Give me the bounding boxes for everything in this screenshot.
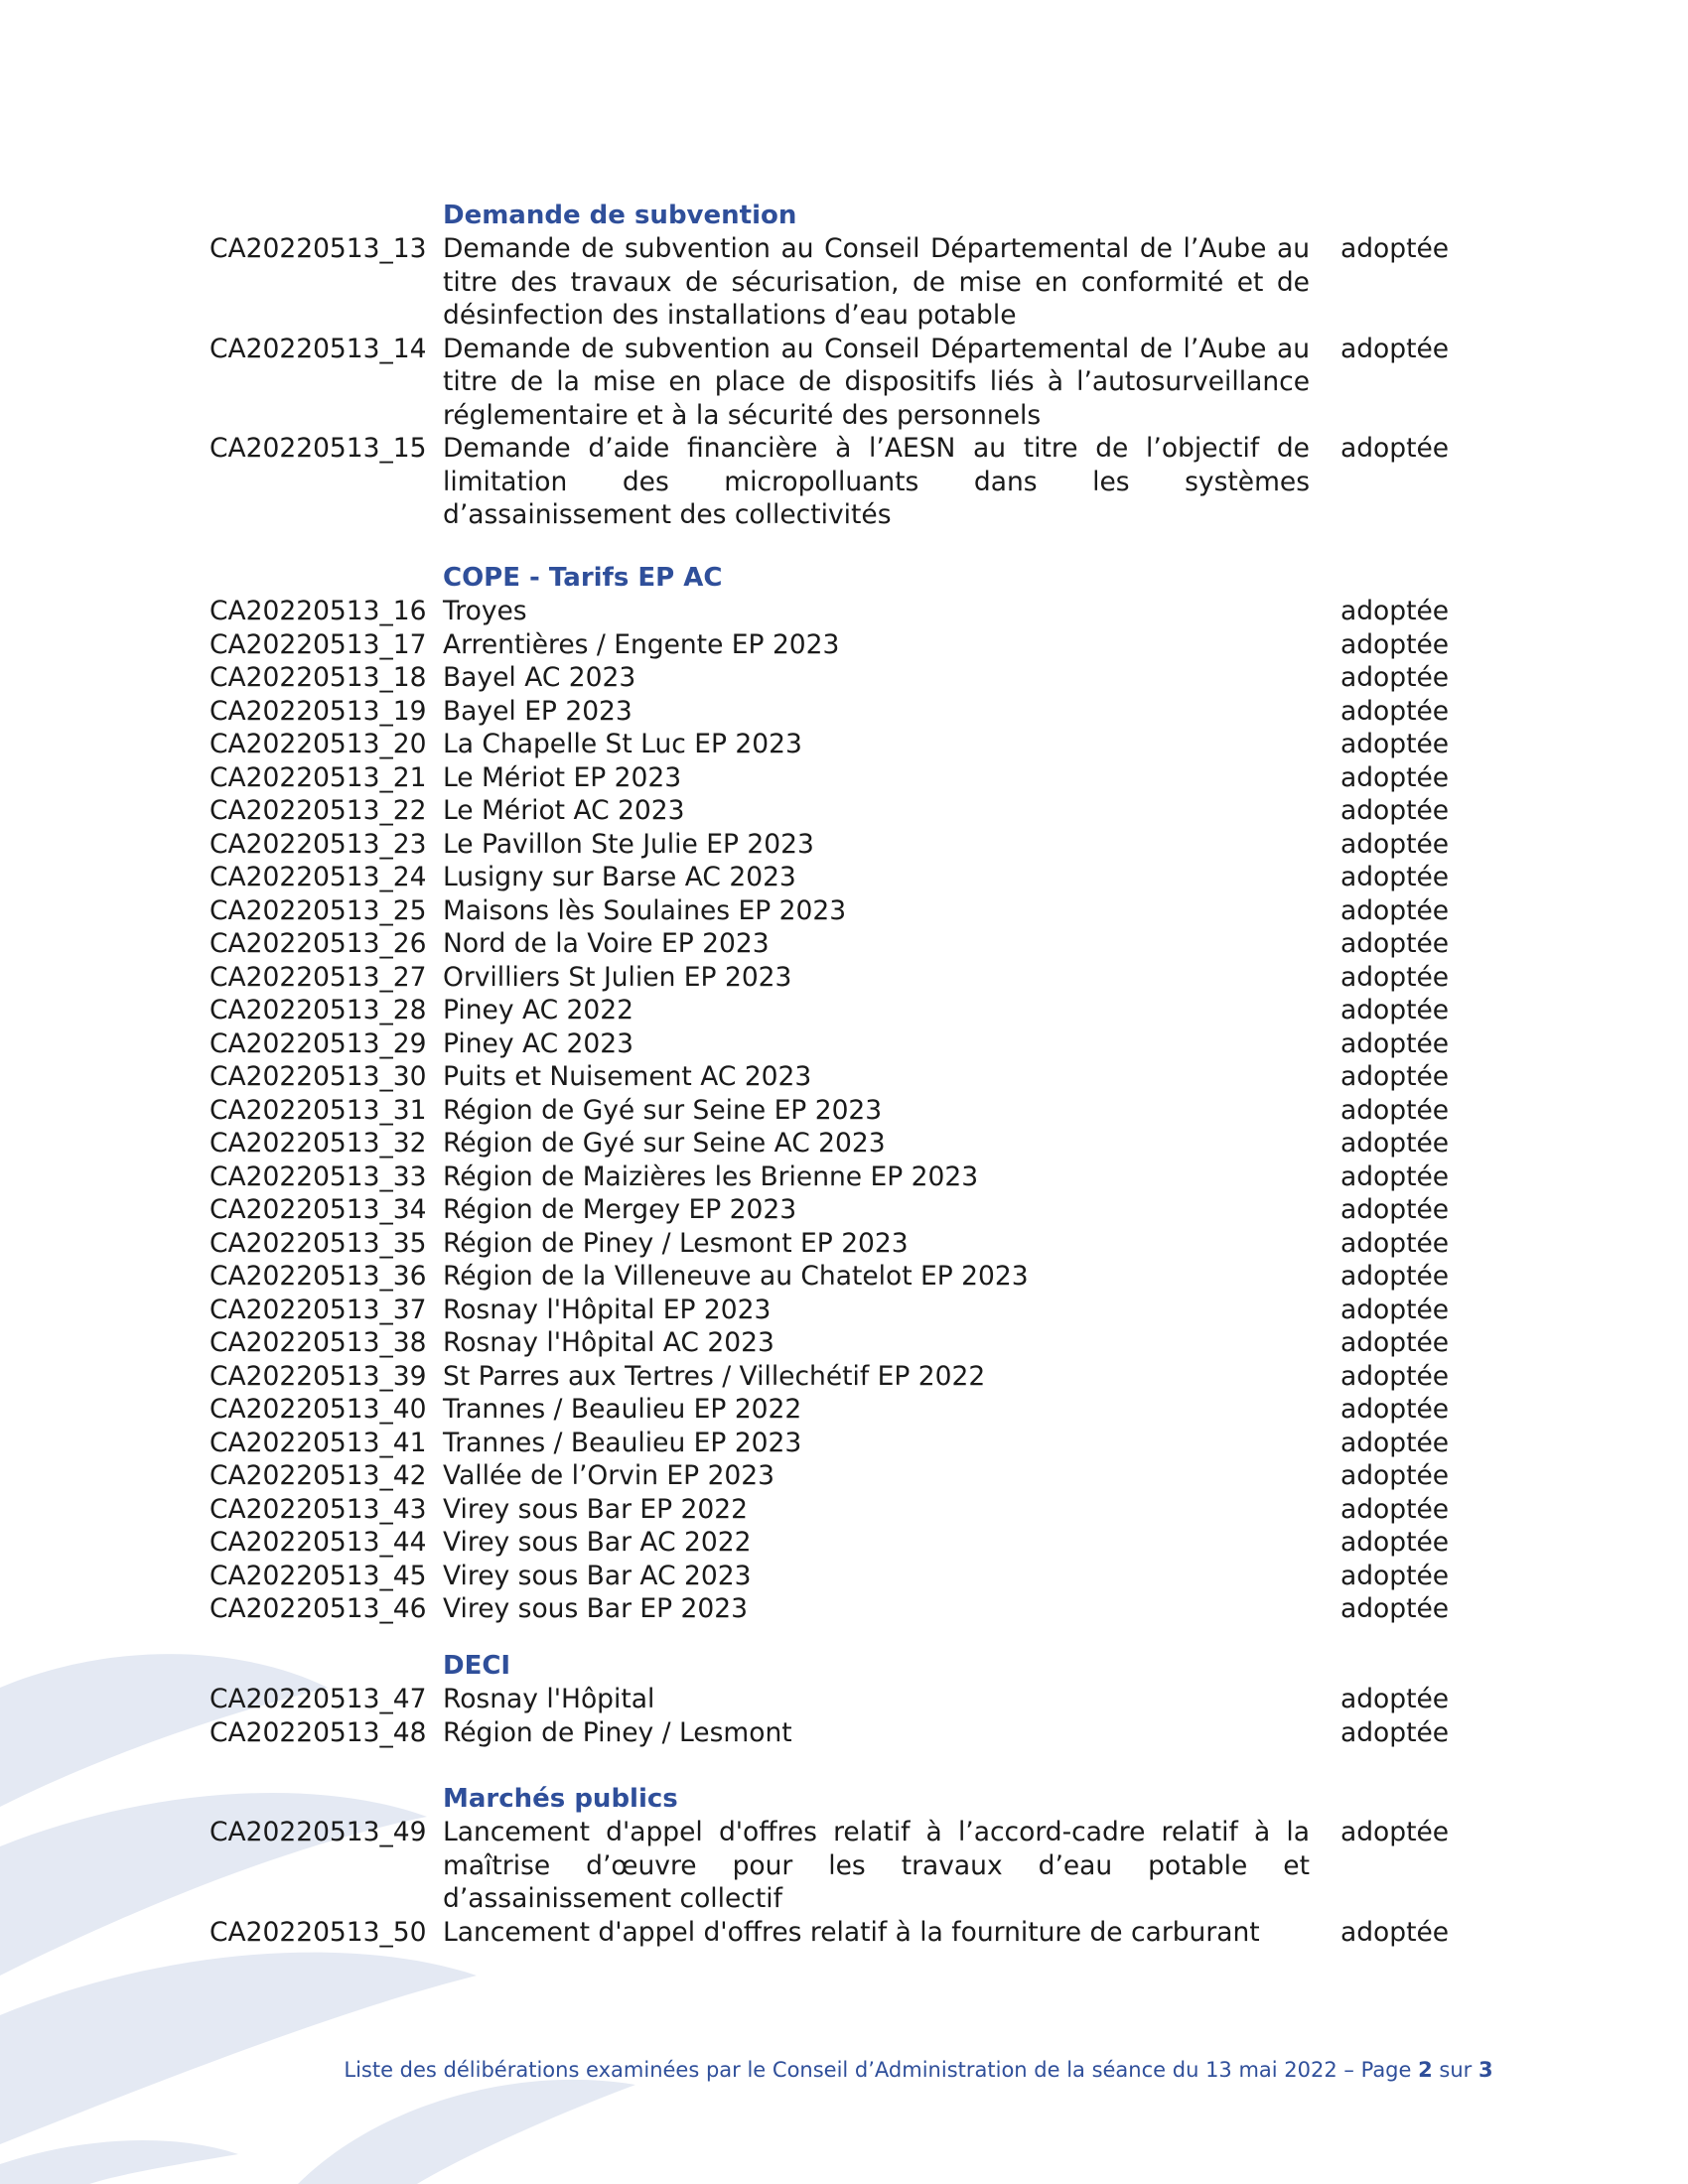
deliberation-code: CA20220513_17 — [210, 628, 427, 660]
deliberation-title: Le Mériot EP 2023 — [443, 761, 682, 793]
deliberation-code: CA20220513_37 — [210, 1294, 427, 1325]
deliberation-code: CA20220513_25 — [210, 894, 427, 926]
deliberation-status: adoptée — [1340, 729, 1450, 759]
deliberation-title: Nord de la Voire EP 2023 — [443, 928, 770, 959]
deliberation-title: Trannes / Beaulieu EP 2022 — [443, 1394, 802, 1425]
deliberation-status: adoptée — [1340, 662, 1450, 693]
deliberation-status: adoptée — [1340, 1684, 1450, 1714]
deliberation-code: CA20220513_29 — [210, 1027, 427, 1059]
deliberation-status: adoptée — [1340, 1493, 1450, 1525]
deliberation-status: adoptée — [1340, 1160, 1450, 1192]
deliberation-row — [0, 695, 1688, 729]
deliberation-title: Région de Gyé sur Seine AC 2023 — [443, 1128, 886, 1159]
deliberation-title: Orvilliers St Julien EP 2023 — [443, 961, 792, 993]
deliberation-row — [0, 861, 1688, 894]
deliberation-status: adoptée — [1340, 1094, 1450, 1126]
deliberation-row — [0, 1526, 1688, 1560]
deliberation-code: CA20220513_33 — [210, 1160, 427, 1192]
deliberation-code: CA20220513_34 — [210, 1194, 427, 1225]
deliberation-status: adoptée — [1340, 695, 1450, 727]
deliberation-code: CA20220513_38 — [210, 1327, 427, 1358]
deliberation-status: adoptée — [1340, 1560, 1450, 1591]
deliberation-title: Piney AC 2022 — [443, 995, 633, 1025]
section — [0, 561, 1688, 1626]
deliberation-code: CA20220513_21 — [210, 761, 427, 793]
deliberation-status: adoptée — [1340, 1394, 1450, 1425]
deliberation-title: Vallée de l’Orvin EP 2023 — [443, 1460, 775, 1491]
deliberation-status: adoptée — [1340, 961, 1450, 993]
deliberation-row — [0, 894, 1688, 928]
deliberation-status: adoptée — [1340, 1716, 1450, 1748]
deliberation-row — [0, 432, 1688, 532]
deliberation-row — [0, 961, 1688, 995]
deliberation-title: Région de Piney / Lesmont EP 2023 — [443, 1227, 909, 1259]
deliberation-code: CA20220513_18 — [210, 662, 427, 693]
deliberation-code: CA20220513_40 — [210, 1394, 427, 1425]
deliberation-code: CA20220513_15 — [210, 433, 427, 464]
deliberation-title: La Chapelle St Luc EP 2023 — [443, 729, 802, 759]
section-title: Marchés publics — [443, 1784, 678, 1814]
deliberation-status: adoptée — [1340, 1327, 1450, 1358]
deliberation-code: CA20220513_39 — [210, 1360, 427, 1392]
deliberation-status: adoptée — [1340, 1527, 1450, 1558]
deliberation-title: Demande de subvention au Conseil Départemental de l’Aube au titre de la mise en place de dispositifs liés à l’autosurveillance réglementaire et à la sécurité des personnels — [443, 333, 1310, 431]
deliberation-status: adoptée — [1340, 862, 1450, 892]
deliberation-title: Demande de subvention au Conseil Départemental de l’Aube au titre des travaux de sécurisation, de mise en conformité et de désinfection des installations d’eau potable — [443, 233, 1310, 331]
deliberation-row — [0, 927, 1688, 961]
deliberation-title: Rosnay l'Hôpital AC 2023 — [443, 1327, 774, 1358]
deliberation-code: CA20220513_28 — [210, 995, 427, 1025]
deliberation-code: CA20220513_49 — [210, 1817, 427, 1847]
deliberation-title: Trannes / Beaulieu EP 2023 — [443, 1427, 802, 1458]
deliberation-status: adoptée — [1340, 1593, 1450, 1624]
page-footer — [0, 2058, 1688, 2082]
deliberation-row — [0, 1060, 1688, 1094]
deliberation-code: CA20220513_48 — [210, 1716, 427, 1748]
deliberation-status: adoptée — [1340, 1027, 1450, 1059]
deliberation-row — [0, 1916, 1688, 1950]
deliberation-title: Bayel AC 2023 — [443, 662, 636, 693]
section-title: COPE - Tarifs EP AC — [443, 563, 723, 593]
section-title: Demande de subvention — [443, 201, 797, 230]
footer-separator: sur — [1432, 2058, 1478, 2082]
deliberation-row — [0, 1493, 1688, 1527]
section — [0, 1782, 1688, 1949]
deliberation-status: adoptée — [1340, 1261, 1450, 1292]
footer-page-total: 3 — [1478, 2058, 1493, 2082]
deliberation-code: CA20220513_23 — [210, 828, 427, 860]
deliberation-code: CA20220513_35 — [210, 1227, 427, 1259]
deliberation-row — [0, 1360, 1688, 1394]
deliberation-code: CA20220513_42 — [210, 1460, 427, 1491]
deliberation-row — [0, 1459, 1688, 1493]
deliberation-code: CA20220513_30 — [210, 1061, 427, 1092]
section — [0, 199, 1688, 532]
deliberation-status: adoptée — [1340, 1460, 1450, 1491]
deliberation-row — [0, 1816, 1688, 1916]
deliberation-title: Région de Piney / Lesmont — [443, 1716, 792, 1748]
deliberation-status: adoptée — [1340, 628, 1450, 660]
deliberation-row — [0, 1160, 1688, 1194]
deliberation-code: CA20220513_26 — [210, 928, 427, 959]
deliberation-code: CA20220513_47 — [210, 1684, 427, 1714]
deliberation-code: CA20220513_50 — [210, 1916, 427, 1948]
deliberation-row — [0, 661, 1688, 695]
deliberation-code: CA20220513_27 — [210, 961, 427, 993]
deliberation-status: adoptée — [1340, 995, 1450, 1025]
deliberation-row — [0, 1427, 1688, 1460]
deliberation-code: CA20220513_14 — [210, 333, 427, 364]
deliberation-code: CA20220513_19 — [210, 695, 427, 727]
deliberation-code: CA20220513_16 — [210, 596, 427, 626]
deliberation-title: Le Mériot AC 2023 — [443, 795, 685, 826]
deliberation-title: Virey sous Bar AC 2022 — [443, 1527, 752, 1558]
deliberation-row — [0, 1260, 1688, 1294]
deliberation-title: Rosnay l'Hôpital EP 2023 — [443, 1294, 772, 1325]
deliberation-title: Arrentières / Engente EP 2023 — [443, 628, 840, 660]
deliberation-title: Troyes — [443, 596, 527, 626]
deliberation-status: adoptée — [1340, 1916, 1450, 1948]
deliberation-title: Virey sous Bar EP 2023 — [443, 1593, 749, 1624]
deliberation-row — [0, 628, 1688, 662]
deliberation-row — [0, 333, 1688, 433]
deliberation-status: adoptée — [1340, 596, 1450, 626]
deliberation-status: adoptée — [1340, 433, 1450, 464]
deliberation-row — [0, 1294, 1688, 1327]
deliberation-status: adoptée — [1340, 1128, 1450, 1159]
deliberation-status: adoptée — [1340, 828, 1450, 860]
deliberation-status: adoptée — [1340, 1360, 1450, 1392]
footer-page-number: 2 — [1418, 2058, 1433, 2082]
deliberation-row — [0, 1227, 1688, 1261]
deliberation-code: CA20220513_41 — [210, 1427, 427, 1458]
deliberation-title: Puits et Nuisement AC 2023 — [443, 1061, 812, 1092]
deliberation-title: Maisons lès Soulaines EP 2023 — [443, 894, 847, 926]
deliberation-title: Rosnay l'Hôpital — [443, 1684, 655, 1714]
deliberation-status: adoptée — [1340, 894, 1450, 926]
deliberation-code: CA20220513_44 — [210, 1527, 427, 1558]
deliberation-title: Virey sous Bar EP 2022 — [443, 1493, 749, 1525]
deliberation-code: CA20220513_13 — [210, 233, 427, 264]
deliberation-status: adoptée — [1340, 1227, 1450, 1259]
deliberation-row — [0, 1326, 1688, 1360]
deliberation-row — [0, 1094, 1688, 1128]
deliberation-title: Bayel EP 2023 — [443, 695, 633, 727]
deliberation-code: CA20220513_46 — [210, 1593, 427, 1624]
deliberation-code: CA20220513_36 — [210, 1261, 427, 1292]
deliberation-title: Région de Mergey EP 2023 — [443, 1194, 797, 1225]
deliberation-title: Lusigny sur Barse AC 2023 — [443, 862, 796, 892]
deliberation-row — [0, 728, 1688, 761]
deliberation-row — [0, 1560, 1688, 1593]
deliberation-status: adoptée — [1340, 928, 1450, 959]
deliberation-row — [0, 794, 1688, 828]
deliberation-status: adoptée — [1340, 1194, 1450, 1225]
deliberation-row — [0, 761, 1688, 795]
deliberation-code: CA20220513_32 — [210, 1128, 427, 1159]
deliberation-status: adoptée — [1340, 1427, 1450, 1458]
deliberation-title: Piney AC 2023 — [443, 1027, 633, 1059]
deliberation-title: Région de Gyé sur Seine EP 2023 — [443, 1094, 883, 1126]
deliberation-row — [0, 1393, 1688, 1427]
deliberation-row — [0, 1193, 1688, 1227]
deliberation-status: adoptée — [1340, 333, 1450, 364]
deliberation-row — [0, 1592, 1688, 1626]
deliberation-row — [0, 1716, 1688, 1750]
deliberation-row — [0, 1127, 1688, 1160]
deliberation-status: adoptée — [1340, 1061, 1450, 1092]
deliberation-row — [0, 232, 1688, 333]
deliberation-row — [0, 595, 1688, 628]
deliberation-title: Virey sous Bar AC 2023 — [443, 1560, 752, 1591]
deliberation-title: Le Pavillon Ste Julie EP 2023 — [443, 828, 814, 860]
deliberation-row — [0, 994, 1688, 1027]
deliberation-title: Région de la Villeneuve au Chatelot EP 2023 — [443, 1261, 1029, 1292]
deliberation-row — [0, 1683, 1688, 1716]
deliberation-title: Lancement d'appel d'offres relatif à l’accord-cadre relatif à la maîtrise d’œuvre pour les travaux d’eau potable et d’assainissement collectif — [443, 1817, 1310, 1914]
deliberation-status: adoptée — [1340, 1294, 1450, 1325]
deliberation-row — [0, 1027, 1688, 1061]
deliberation-code: CA20220513_45 — [210, 1560, 427, 1591]
deliberation-code: CA20220513_20 — [210, 729, 427, 759]
deliberation-title: Demande d’aide financière à l’AESN au titre de l’objectif de limitation des micropolluants dans les systèmes d’assainissement des collectivités — [443, 433, 1310, 530]
section-title: DECI — [443, 1651, 511, 1681]
deliberation-title: St Parres aux Tertres / Villechétif EP 2022 — [443, 1360, 986, 1392]
deliberation-status: adoptée — [1340, 795, 1450, 826]
deliberation-code: CA20220513_43 — [210, 1493, 427, 1525]
section — [0, 1649, 1688, 1749]
deliberation-status: adoptée — [1340, 761, 1450, 793]
deliberation-title: Région de Maizières les Brienne EP 2023 — [443, 1160, 979, 1192]
deliberation-code: CA20220513_22 — [210, 795, 427, 826]
deliberation-code: CA20220513_31 — [210, 1094, 427, 1126]
deliberation-status: adoptée — [1340, 1817, 1450, 1847]
deliberation-title: Lancement d'appel d'offres relatif à la fourniture de carburant — [443, 1916, 1260, 1948]
deliberation-row — [0, 828, 1688, 862]
footer-text: Liste des délibérations examinées par le Conseil d’Administration de la séance du 13 mai 2022 – Page — [344, 2058, 1419, 2082]
deliberation-status: adoptée — [1340, 233, 1450, 264]
deliberation-code: CA20220513_24 — [210, 862, 427, 892]
